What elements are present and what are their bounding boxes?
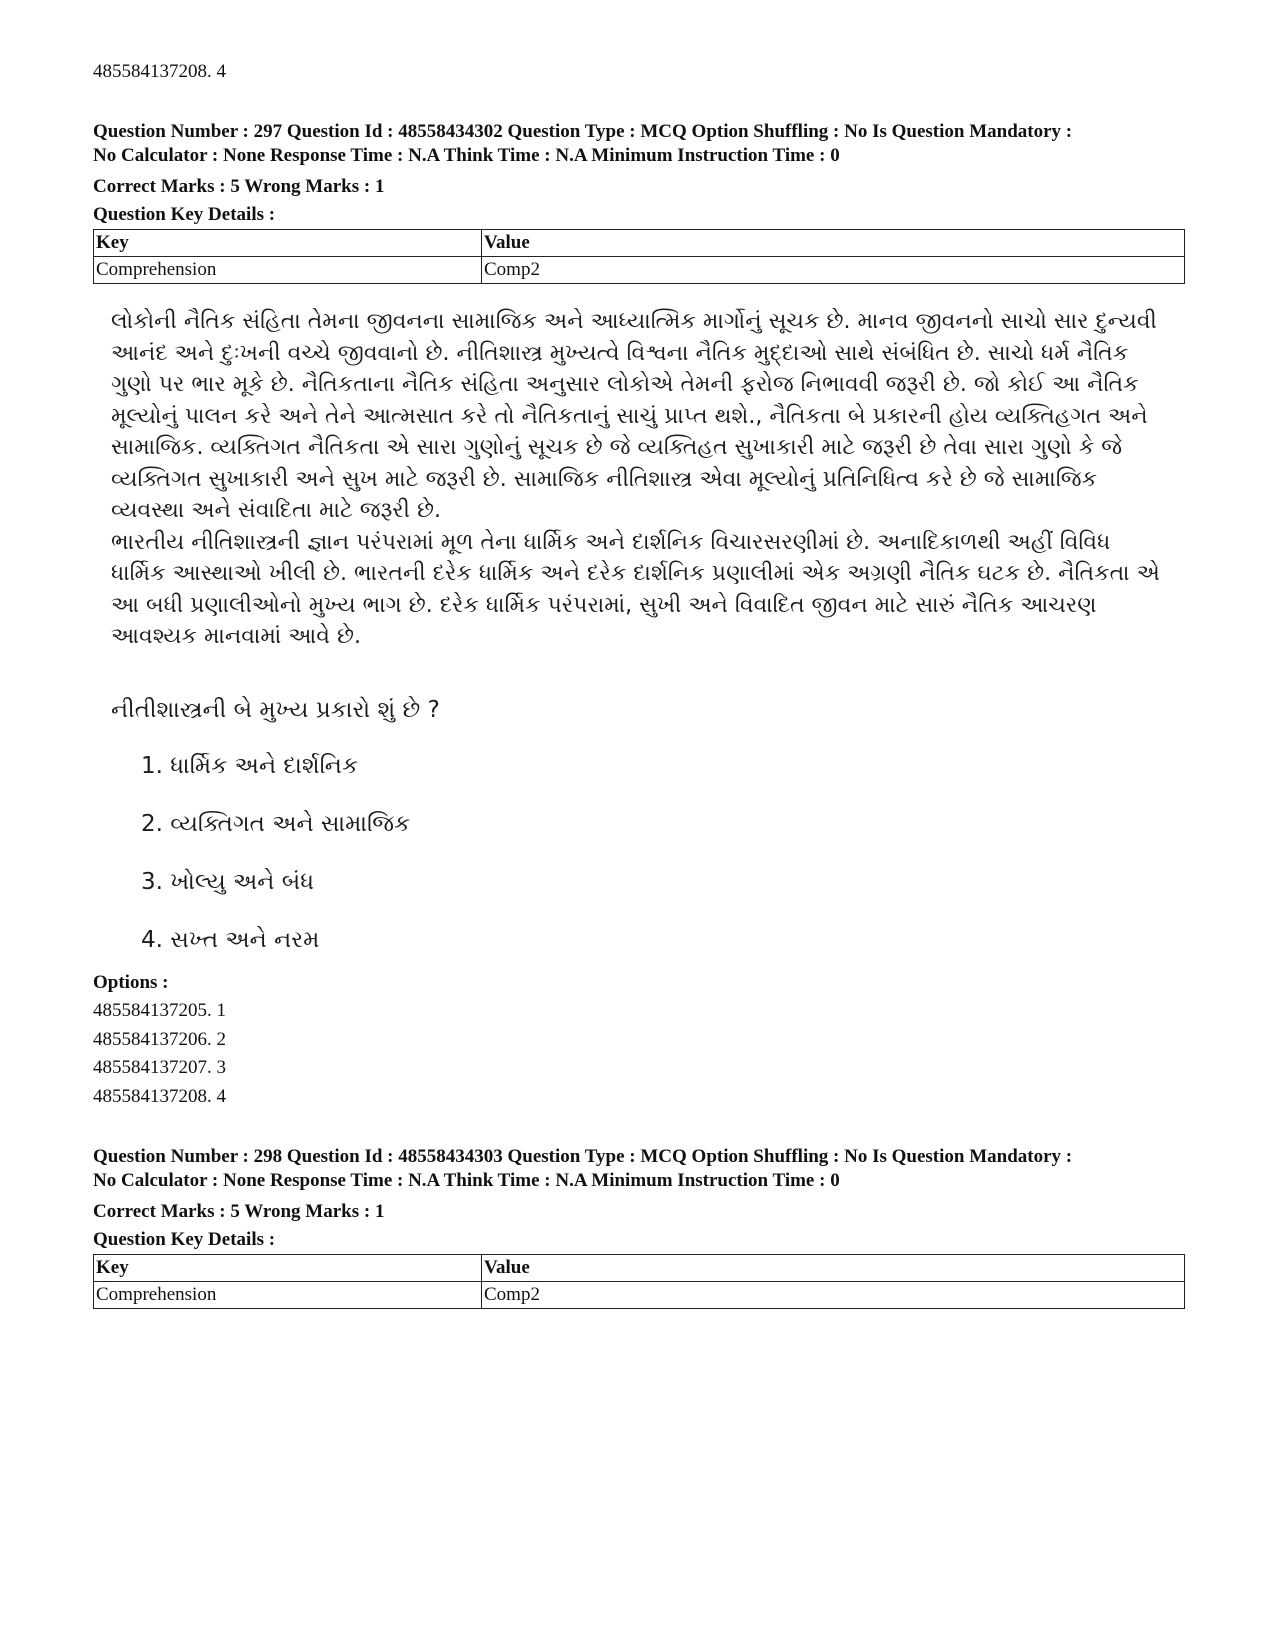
key-details-table — [93, 1254, 1185, 1309]
question-297-block — [93, 120, 1183, 1111]
options-label: Options : — [93, 971, 169, 993]
option-id-3: 485584137207. 3 — [93, 1057, 226, 1078]
table-row — [94, 1282, 1185, 1309]
options-list — [93, 969, 1183, 1112]
table-header-value: Value — [482, 230, 1185, 257]
table-header-value: Value — [482, 1255, 1185, 1282]
question-298-block — [93, 1145, 1183, 1309]
key-details-label: Question Key Details : — [93, 204, 276, 225]
choice-2: 2. વ્યક્તિગત અને સામાજિક — [141, 810, 411, 837]
choice-4: 4. સખ્ત અને નરમ — [141, 926, 320, 953]
table-header-key: Key — [94, 1255, 482, 1282]
option-id-1: 485584137205. 1 — [93, 1000, 226, 1021]
passage-paragraph-1: લોકોની નૈતિક સંહિતા તેમના જીવનના સામાજિક અને આધ્યાત્મિક માર્ગોનું સૂચક છે. માનવ જીવનનો સાચો સાર દુન્યવી આનંદ અને દુઃખની વચ્ચે જીવવાનો છે. નીતિશાસ્ત્ર મુખ્યત્વે વિશ્વના નૈતિક મુદ્દાઓ સાથે સંબંધિત છે. સાચો ધર્મ નૈતિક ગુણો પર ભાર મૂકે છે. નૈતિકતાના નૈતિક સંહિતા અનુસાર લોકોએ તેમની ફરોજ નિભાવવી જરૂરી છે. જો કોઈ આ નૈતિક મૂલ્યોનું પાલન કરે અને તેને આત્મસાત કરે તો નૈતિકતાનું સાચું પ્રાપ્ત થશે., નૈતિકતા બે પ્રકારની હોય વ્યક્તિહગત અને સામાજિક. વ્યક્તિગત નૈતિકતા એ સારા ગુણોનું સૂચક છે જે વ્યક્તિહત સુખાકારી માટે જરૂરી છે તેવા સારા ગુણો કે જે વ્યક્તિગત સુખાકારી અને સુખ માટે જરૂરી છે. સામાજિક નીતિશાસ્ત્ર એવા મૂલ્યોનું પ્રતિનિધિત્વ કરે છે જે સામાજિક વ્યવસ્થા અને સંવાદિતા માટે જરૂરી છે. — [111, 309, 1157, 523]
table-row — [94, 257, 1185, 284]
table-header-row — [94, 230, 1185, 257]
table-header-row — [94, 1255, 1185, 1282]
option-id-4: 485584137208. 4 — [93, 1085, 226, 1107]
marks-line: Correct Marks : 5 Wrong Marks : 1 — [93, 176, 385, 197]
table-cell-key: Comprehension — [94, 257, 482, 284]
key-details-table — [93, 229, 1185, 284]
question-header-line1: Question Number : 298 Question Id : 48558434303 Question Type : MCQ Option Shuffling : No Is Question Mandatory : — [93, 1146, 1073, 1167]
table-cell-value: Comp2 — [482, 257, 1185, 284]
option-id-2: 485584137206. 2 — [93, 1028, 226, 1050]
document-page — [93, 58, 1183, 1309]
question-text: નીતીશાસ્ત્રની બે મુખ્ય પ્રકારો શું છે ? — [111, 696, 440, 723]
question-header-line2: No Calculator : None Response Time : N.A Think Time : N.A Minimum Instruction Time : 0 — [93, 145, 840, 166]
key-details-label: Question Key Details : — [93, 1229, 276, 1250]
choice-3: 3. ખોલ્યુ અને બંધ — [141, 868, 314, 895]
question-header-line1: Question Number : 297 Question Id : 48558434302 Question Type : MCQ Option Shuffling : No Is Question Mandatory : — [93, 121, 1073, 142]
table-cell-key: Comprehension — [94, 1282, 482, 1309]
previous-option-line: 485584137208. 4 — [93, 61, 226, 82]
table-cell-value: Comp2 — [482, 1282, 1185, 1309]
table-header-key: Key — [94, 230, 482, 257]
choice-1: 1. ધાર્મિક અને દાર્શનિક — [141, 752, 359, 779]
comprehension-passage — [93, 306, 1171, 653]
marks-line: Correct Marks : 5 Wrong Marks : 1 — [93, 1201, 385, 1222]
question-header-line2: No Calculator : None Response Time : N.A Think Time : N.A Minimum Instruction Time : 0 — [93, 1170, 840, 1191]
passage-paragraph-2: ભારતીય નીતિશાસ્ત્રની જ્ઞાન પરંપરામાં મૂળ તેના ધાર્મિક અને દાર્શનિક વિચારસરણીમાં છે. અનાદિકાળથી અહીં વિવિધ ધાર્મિક આસ્થાઓ ખીલી છે. ભારતની દરેક ધાર્મિક અને દરેક દાર્શનિક પ્રણાલીમાં એક અગ્રણી નૈતિક ઘટક છે. નૈતિકતા એ આ બધી પ્રણાલીઓનો મુખ્ય ભાગ છે. દરેક ધાર્મિક પરંપરામાં, સુખી અને વિવાદિત જીવન માટે સારું નૈતિક આચરણ આવશ્યક માનવામાં આવે છે. — [111, 529, 1160, 649]
